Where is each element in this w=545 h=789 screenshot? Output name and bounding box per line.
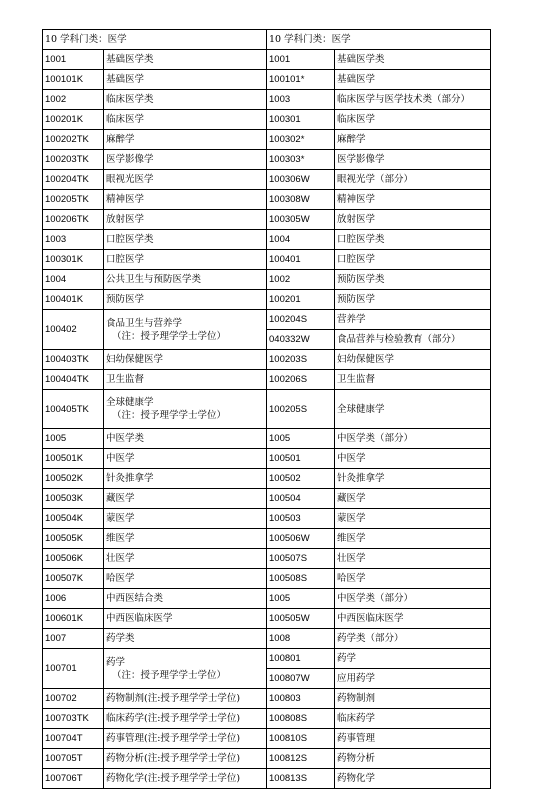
- new-code: 100303*: [267, 150, 335, 170]
- new-name: 药学: [335, 649, 491, 669]
- old-code: 100101K: [43, 70, 104, 90]
- old-name: 眼视光医学: [104, 170, 267, 190]
- old-code: 100506K: [43, 549, 104, 569]
- new-code: 100508S: [267, 569, 335, 589]
- table-row: [43, 629, 491, 649]
- old-code: 100403TK: [43, 350, 104, 370]
- table-row: [43, 70, 491, 90]
- new-code: 100301: [267, 110, 335, 130]
- new-code: 100302*: [267, 130, 335, 150]
- old-code: 1005: [43, 429, 104, 449]
- major-mapping-table: [42, 29, 491, 789]
- old-name: 药事管理(注:授予理学学士学位): [104, 729, 267, 749]
- table-row: [43, 50, 491, 70]
- table-row: [43, 429, 491, 449]
- old-code: 1006: [43, 589, 104, 609]
- new-code: 100808S: [267, 709, 335, 729]
- old-code: 100706T: [43, 769, 104, 789]
- old-code: 100504K: [43, 509, 104, 529]
- old-code: 100301K: [43, 250, 104, 270]
- new-name: 药学类（部分）: [335, 629, 491, 649]
- header-right: 10 学科门类：医学: [267, 30, 491, 50]
- new-name: 壮医学: [335, 549, 491, 569]
- new-name: 哈医学: [335, 569, 491, 589]
- new-name: 中医学类（部分）: [335, 429, 491, 449]
- old-name: 药学: [106, 656, 126, 668]
- new-code: 1004: [267, 230, 335, 250]
- new-code: 100505W: [267, 609, 335, 629]
- old-code: 100703TK: [43, 709, 104, 729]
- table-row: [43, 350, 491, 370]
- new-code: 100203S: [267, 350, 335, 370]
- old-code: 100404TK: [43, 370, 104, 390]
- old-name: 基础医学: [104, 70, 267, 90]
- old-name: 药物制剂(注:授予理学学士学位): [104, 689, 267, 709]
- old-name: 精神医学: [104, 190, 267, 210]
- table-row: [43, 709, 491, 729]
- new-code: 100507S: [267, 549, 335, 569]
- old-name: 食品卫生与营养学: [106, 317, 183, 329]
- old-code: 100202TK: [43, 130, 104, 150]
- new-code: 100506W: [267, 529, 335, 549]
- table-row: [43, 130, 491, 150]
- table-row: [43, 509, 491, 529]
- new-code: 100305W: [267, 210, 335, 230]
- old-code: 1001: [43, 50, 104, 70]
- table-row: [43, 150, 491, 170]
- old-code: 100402: [43, 310, 104, 350]
- new-name: 药物化学: [335, 769, 491, 789]
- old-name: 药物分析(注:授予理学学士学位): [104, 749, 267, 769]
- old-name-cell: [104, 390, 267, 429]
- old-name: 妇幼保健医学: [104, 350, 267, 370]
- old-name: 临床药学(注:授予理学学士学位): [104, 709, 267, 729]
- new-name: 预防医学类: [335, 270, 491, 290]
- old-name-cell: [104, 649, 267, 689]
- table-row: [43, 210, 491, 230]
- new-name: 麻醉学: [335, 130, 491, 150]
- table-row: [43, 469, 491, 489]
- new-code: 1008: [267, 629, 335, 649]
- old-name: 临床医学类: [104, 90, 267, 110]
- old-name: 中西医结合类: [104, 589, 267, 609]
- table-row: [43, 729, 491, 749]
- old-name: 预防医学: [104, 290, 267, 310]
- new-name: 中医学: [335, 449, 491, 469]
- old-name: 壮医学: [104, 549, 267, 569]
- old-code: 100401K: [43, 290, 104, 310]
- new-code: 100206S: [267, 370, 335, 390]
- old-name: 公共卫生与预防医学类: [104, 270, 267, 290]
- old-code: 100205TK: [43, 190, 104, 210]
- old-name: 临床医学: [104, 110, 267, 130]
- old-name: 医学影像学: [104, 150, 267, 170]
- old-code: 100405TK: [43, 390, 104, 429]
- new-name: 临床药学: [335, 709, 491, 729]
- table-row: [43, 310, 491, 330]
- table-header-row: [43, 30, 491, 50]
- new-name: 药物分析: [335, 749, 491, 769]
- new-code: 1003: [267, 90, 335, 110]
- new-code: 100205S: [267, 390, 335, 429]
- new-code: 100401: [267, 250, 335, 270]
- table-row: [43, 589, 491, 609]
- new-name: 维医学: [335, 529, 491, 549]
- old-name: 药学类: [104, 629, 267, 649]
- new-code: 100503: [267, 509, 335, 529]
- new-code: 1002: [267, 270, 335, 290]
- old-code: 100204TK: [43, 170, 104, 190]
- table-body: [43, 30, 491, 789]
- new-name: 放射医学: [335, 210, 491, 230]
- new-name: 藏医学: [335, 489, 491, 509]
- table-row: [43, 769, 491, 789]
- old-name: 卫生监督: [104, 370, 267, 390]
- new-code: 100308W: [267, 190, 335, 210]
- old-code: 100206TK: [43, 210, 104, 230]
- old-code: 100704T: [43, 729, 104, 749]
- table-row: [43, 529, 491, 549]
- old-code: 1007: [43, 629, 104, 649]
- old-code: 100501K: [43, 449, 104, 469]
- new-name: 药事管理: [335, 729, 491, 749]
- new-name: 食品营养与检验教育（部分）: [335, 330, 491, 350]
- new-name: 营养学: [335, 310, 491, 330]
- new-code: 100306W: [267, 170, 335, 190]
- new-code: 1005: [267, 429, 335, 449]
- old-name-cell: [104, 310, 267, 350]
- table-row: [43, 90, 491, 110]
- old-code: 100702: [43, 689, 104, 709]
- table-row: [43, 230, 491, 250]
- old-code: 100201K: [43, 110, 104, 130]
- degree-note: （注：授予理学学士学位）: [112, 410, 227, 421]
- table-row: [43, 489, 491, 509]
- new-code: 100803: [267, 689, 335, 709]
- old-name: 放射医学: [104, 210, 267, 230]
- old-name: 中医学: [104, 449, 267, 469]
- old-name: 口腔医学: [104, 250, 267, 270]
- table-row: [43, 170, 491, 190]
- old-name: 基础医学类: [104, 50, 267, 70]
- new-name: 全球健康学: [335, 390, 491, 429]
- table-row: [43, 270, 491, 290]
- new-name: 医学影像学: [335, 150, 491, 170]
- new-name: 临床医学: [335, 110, 491, 130]
- new-name: 精神医学: [335, 190, 491, 210]
- new-name: 中医学类（部分）: [335, 589, 491, 609]
- new-code: 100502: [267, 469, 335, 489]
- old-code: 100505K: [43, 529, 104, 549]
- old-name: 中医学类: [104, 429, 267, 449]
- new-code: 1005: [267, 589, 335, 609]
- old-name: 维医学: [104, 529, 267, 549]
- old-name: 全球健康学: [106, 397, 154, 408]
- old-name: 麻醉学: [104, 130, 267, 150]
- new-name: 针灸推拿学: [335, 469, 491, 489]
- table-row: [43, 290, 491, 310]
- new-name: 眼视光学（部分）: [335, 170, 491, 190]
- new-code: 100807W: [267, 669, 335, 689]
- new-name: 中西医临床医学: [335, 609, 491, 629]
- old-code: 100503K: [43, 489, 104, 509]
- table-row: [43, 549, 491, 569]
- table-row: [43, 449, 491, 469]
- old-code: 1003: [43, 230, 104, 250]
- new-name: 临床医学与医学技术类（部分）: [335, 90, 491, 110]
- new-code: 100813S: [267, 769, 335, 789]
- table-row: [43, 749, 491, 769]
- new-code: 100101*: [267, 70, 335, 90]
- table-row: [43, 110, 491, 130]
- table-row: [43, 190, 491, 210]
- old-name: 中西医临床医学: [104, 609, 267, 629]
- new-name: 卫生监督: [335, 370, 491, 390]
- table-row: [43, 609, 491, 629]
- old-name: 针灸推拿学: [104, 469, 267, 489]
- table-row: [43, 569, 491, 589]
- new-name: 口腔医学: [335, 250, 491, 270]
- new-name: 口腔医学类: [335, 230, 491, 250]
- new-code: 100504: [267, 489, 335, 509]
- old-code: 100701: [43, 649, 104, 689]
- new-code: 100801: [267, 649, 335, 669]
- old-name: 藏医学: [104, 489, 267, 509]
- old-code: 100601K: [43, 609, 104, 629]
- old-code: 1004: [43, 270, 104, 290]
- header-left: 10 学科门类：医学: [43, 30, 267, 50]
- old-code: 100203TK: [43, 150, 104, 170]
- new-code: 1001: [267, 50, 335, 70]
- old-name: 口腔医学类: [104, 230, 267, 250]
- table-row: [43, 370, 491, 390]
- old-code: 100507K: [43, 569, 104, 589]
- table-row: [43, 390, 491, 429]
- old-name: 药物化学(注:授予理学学士学位): [104, 769, 267, 789]
- new-name: 药物制剂: [335, 689, 491, 709]
- new-code: 100812S: [267, 749, 335, 769]
- old-name: 哈医学: [104, 569, 267, 589]
- new-name: 基础医学类: [335, 50, 491, 70]
- new-name: 应用药学: [335, 669, 491, 689]
- table-row: [43, 649, 491, 669]
- new-code: 100204S: [267, 310, 335, 330]
- old-code: 100705T: [43, 749, 104, 769]
- degree-note: （注：授予理学学士学位）: [112, 330, 227, 342]
- new-name: 预防医学: [335, 290, 491, 310]
- old-name: 蒙医学: [104, 509, 267, 529]
- table-row: [43, 250, 491, 270]
- old-code: 1002: [43, 90, 104, 110]
- new-name: 妇幼保健医学: [335, 350, 491, 370]
- new-name: 基础医学: [335, 70, 491, 90]
- table-row: [43, 689, 491, 709]
- degree-note: （注：授予理学学士学位）: [112, 669, 227, 681]
- old-code: 100502K: [43, 469, 104, 489]
- new-code: 040332W: [267, 330, 335, 350]
- new-code: 100501: [267, 449, 335, 469]
- new-name: 蒙医学: [335, 509, 491, 529]
- new-code: 100201: [267, 290, 335, 310]
- new-code: 100810S: [267, 729, 335, 749]
